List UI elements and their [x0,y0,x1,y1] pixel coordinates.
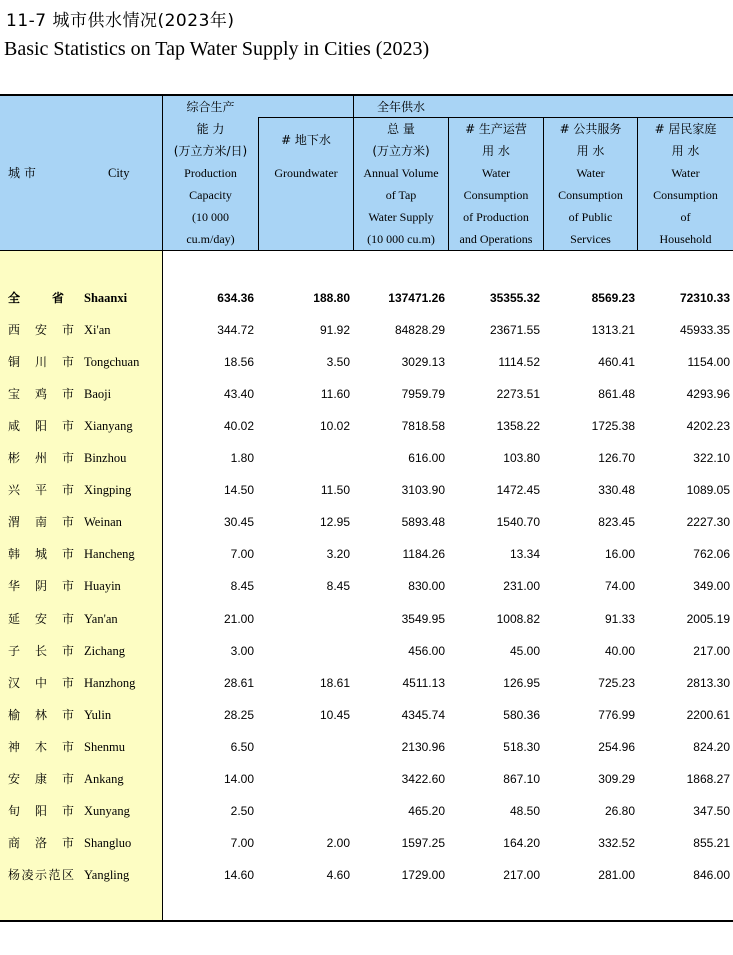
city-name-en: Baoji [84,387,112,402]
city-name-en: Hancheng [84,547,135,562]
city-name-cn: 兴平市 [8,483,74,498]
value-cell: 10.45 [319,707,350,722]
value-cell: 3.00 [230,643,254,658]
city-name-cn: 咸阳市 [8,419,74,434]
value-cell: 91.33 [604,611,635,626]
value-cell: 10.02 [319,419,350,434]
value-cell: 40.02 [223,419,254,434]
table-row-total [0,282,733,314]
value-cell: 126.95 [503,675,540,690]
value-cell: 7.00 [230,547,254,562]
value-cell: 1313.21 [591,323,635,338]
value-cell: 11.60 [320,387,350,402]
city-name-cn: 宝鸡市 [8,387,74,402]
value-cell: 217.00 [693,643,730,658]
value-cell: 1.80 [230,451,254,466]
value-cell: 3422.60 [401,771,445,786]
value-cell: 861.48 [598,387,635,402]
city-name-en: Xianyang [84,419,133,434]
value-cell: 460.41 [598,355,635,370]
value-cell: 580.36 [503,707,540,722]
city-name-en: Yulin [84,707,112,722]
value-cell: 84828.29 [394,323,445,338]
value-cell: 2.00 [326,835,350,850]
value-cell: 28.61 [223,675,254,690]
value-cell: 217.00 [503,867,540,882]
city-cn-header: 城 市 [8,166,36,180]
value-cell: 344.72 [217,323,254,338]
value-cell: 2.50 [230,803,254,818]
city-name-cn: 子长市 [8,643,74,658]
table-row [0,346,733,378]
value-cell: 40.00 [604,643,635,658]
value-cell: 188.80 [313,291,350,305]
value-cell: 465.20 [408,803,445,818]
city-name-cn: 渭南市 [8,515,74,530]
value-cell: 2005.19 [686,611,730,626]
city-name-cn: 全省 [8,291,64,305]
value-cell: 1184.26 [402,547,445,562]
city-name-cn: 韩城市 [8,547,74,562]
value-cell: 309.29 [598,771,635,786]
value-cell: 4202.23 [686,419,730,434]
value-cell: 1114.52 [498,355,540,370]
value-cell: 762.06 [693,547,730,562]
value-cell: 456.00 [408,643,445,658]
table-row [0,474,733,506]
value-cell: 18.56 [223,355,254,370]
value-cell: 846.00 [693,867,730,882]
value-cell: 1725.38 [591,419,635,434]
city-name-en: Xunyang [84,803,130,818]
value-cell: 45933.35 [679,323,730,338]
value-cell: 823.45 [598,515,635,530]
value-cell: 1868.27 [686,771,730,786]
value-cell: 45.00 [509,643,540,658]
table-row [0,570,733,602]
city-name-en: Ankang [84,771,124,786]
value-cell: 1008.82 [496,611,540,626]
value-cell: 1154.00 [687,355,730,370]
city-name-cn: 华阴市 [8,579,74,594]
value-cell: 12.95 [319,515,350,530]
value-cell: 231.00 [503,579,540,594]
value-cell: 3549.95 [401,611,445,626]
value-cell: 164.20 [503,835,540,850]
value-cell: 518.30 [503,739,540,754]
city-name-en: Tongchuan [84,355,140,370]
value-cell: 2813.30 [686,675,730,690]
value-cell: 43.40 [223,387,254,402]
value-cell: 18.61 [319,675,350,690]
value-cell: 725.23 [598,675,635,690]
city-name-en: Huayin [84,579,121,594]
value-cell: 7.00 [230,835,254,850]
value-cell: 48.50 [509,803,540,818]
value-cell: 126.70 [598,451,635,466]
bottom-rule [0,920,733,922]
table-row [0,506,733,538]
group-production-header: 综合生产 [186,100,235,114]
value-cell: 30.45 [223,515,254,530]
table-title-english: Basic Statistics on Tap Water Supply in Cities (2023) [4,38,430,60]
value-cell: 14.00 [223,771,254,786]
value-cell: 4345.74 [401,707,445,722]
city-name-cn: 神木市 [8,739,74,754]
value-cell: 3103.90 [401,483,445,498]
city-en-header: City [108,166,130,180]
value-cell: 14.50 [223,483,254,498]
value-cell: 349.00 [693,579,730,594]
value-cell: 347.50 [693,803,730,818]
value-cell: 28.25 [223,707,254,722]
value-cell: 330.48 [598,483,635,498]
value-cell: 1597.25 [401,835,445,850]
city-name-cn: 汉中市 [8,675,74,690]
value-cell: 8.45 [326,579,350,594]
city-name-en: Xi'an [84,323,111,338]
value-cell: 16.00 [604,547,635,562]
city-name-cn: 西安市 [8,323,74,338]
value-cell: 5893.48 [401,515,445,530]
value-cell: 2200.61 [686,707,730,722]
value-cell: 616.00 [408,451,445,466]
value-cell: 91.92 [319,323,350,338]
city-name-en: Weinan [84,515,122,530]
table-row [0,378,733,410]
value-cell: 4293.96 [686,387,730,402]
value-cell: 776.99 [598,707,635,722]
value-cell: 13.34 [509,547,540,562]
table-row [0,410,733,442]
value-cell: 21.00 [223,611,254,626]
city-name-en: Binzhou [84,451,127,466]
value-cell: 7959.79 [401,387,445,402]
value-cell: 137471.26 [388,291,445,305]
value-cell: 14.60 [223,867,254,882]
table-row [0,795,733,827]
value-cell: 35355.32 [489,291,540,305]
city-name-cn: 延安市 [8,611,74,626]
city-name-en: Yangling [84,867,130,882]
table-row [0,859,733,891]
value-cell: 23671.55 [489,323,540,338]
table-row [0,699,733,731]
table-row [0,763,733,795]
value-cell: 103.80 [503,451,540,466]
table-row [0,635,733,667]
value-cell: 634.36 [217,291,254,305]
city-name-cn: 旬阳市 [8,803,74,818]
table-row [0,538,733,570]
value-cell: 8569.23 [591,291,635,305]
city-name-en: Hanzhong [84,675,136,690]
value-cell: 7818.58 [401,419,445,434]
value-cell: 2273.51 [496,387,540,402]
city-name-cn: 安康市 [8,771,74,786]
value-cell: 855.21 [693,835,730,850]
value-cell: 2130.96 [401,739,445,754]
value-cell: 3029.13 [401,355,445,370]
city-name-en: Shangluo [84,835,132,850]
value-cell: 6.50 [230,739,254,754]
value-cell: 1540.70 [496,515,540,530]
table-row [0,603,733,635]
city-name-en: Zichang [84,643,125,658]
value-cell: 8.45 [230,579,254,594]
value-cell: 3.20 [326,547,350,562]
value-cell: 281.00 [598,867,635,882]
group-annual-supply-header: 全年供水 [376,100,425,114]
table-row [0,667,733,699]
value-cell: 824.20 [693,739,730,754]
value-cell: 322.10 [693,451,730,466]
city-name-cn: 商洛市 [8,835,74,850]
value-cell: 4511.13 [402,675,445,690]
value-cell: 2227.30 [686,515,730,530]
city-name-cn: 彬州市 [8,451,74,466]
table-row [0,827,733,859]
value-cell: 254.96 [598,739,635,754]
city-name-en: Xingping [84,483,132,498]
value-cell: 74.00 [604,579,635,594]
value-cell: 3.50 [326,355,350,370]
city-name-cn: 杨凌示范区 [8,867,74,882]
value-cell: 332.52 [598,835,635,850]
value-cell: 72310.33 [679,291,730,305]
city-name-en: Shaanxi [84,291,128,305]
table-header: 城 市 City 综合生产 全年供水 能 力 (万立方米/日) Production Capacity (10 000 cu.m/day) # 地下水 Groundwater 总 量 (万立方米) Annual Volume of Tap Water Supply (10 000 cu.m) # 生产运营 用 水 Water Consumption of Production and Operations # 公共服务 用 水 Water Consumption of Public Services # 居民家庭 用 水 Water Consumption of Household [0,96,733,251]
value-cell: 1729.00 [401,867,445,882]
city-name-en: Yan'an [84,611,118,626]
value-cell: 1089.05 [686,483,730,498]
city-name-cn: 铜川市 [8,355,74,370]
value-cell: 1358.22 [496,419,540,434]
value-cell: 26.80 [604,803,635,818]
table-title-chinese: 11-7 城市供水情况(2023年) [6,11,235,31]
table-row [0,442,733,474]
value-cell: 867.10 [503,771,540,786]
city-name-cn: 榆林市 [8,707,74,722]
table-row [0,731,733,763]
value-cell: 830.00 [408,579,445,594]
value-cell: 1472.45 [496,483,540,498]
city-name-en: Shenmu [84,739,125,754]
table-row [0,314,733,346]
value-cell: 4.60 [326,867,350,882]
value-cell: 11.50 [320,483,350,498]
